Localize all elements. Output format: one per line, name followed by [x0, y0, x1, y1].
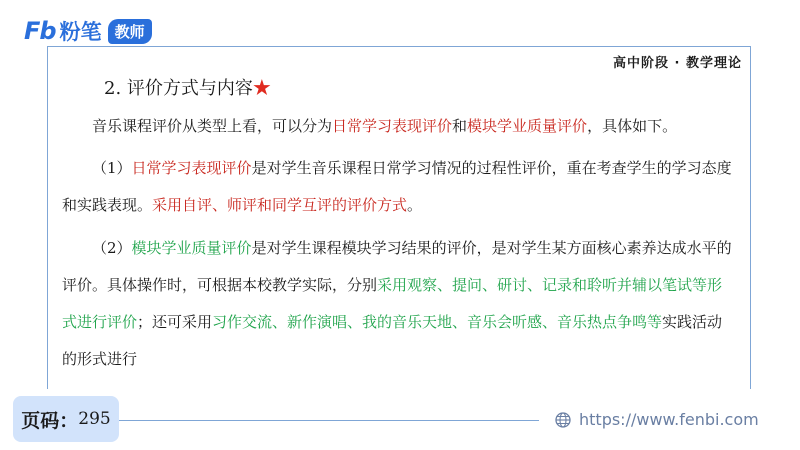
- p2-text-e: 。: [407, 196, 423, 214]
- globe-icon: [555, 412, 571, 428]
- p2-text-a: （1）: [92, 159, 132, 177]
- logo-brand: 粉笔: [59, 20, 102, 44]
- paragraph-2: [62, 150, 732, 224]
- stage-title: 高中阶段 · 教学理论: [613, 56, 742, 71]
- footer-divider: [119, 420, 539, 421]
- p3-highlight-1: 模块学业质量评价: [131, 239, 252, 257]
- page-number: 295: [78, 409, 111, 429]
- footer-url: [555, 410, 759, 429]
- p2-highlight-2: 采用自评、师评和同学互评的评价方式: [152, 196, 408, 214]
- logo-mark: Fb: [24, 17, 56, 45]
- p1-text-a: 音乐课程评价从类型上看，可以分为: [92, 117, 333, 135]
- p3-text-a: （2）: [92, 239, 132, 257]
- p2-highlight-1: 日常学习表现评价: [131, 159, 252, 177]
- p1-text-c: 和: [452, 117, 468, 135]
- p3-highlight-3: 习作交流、新作演唱、我的音乐天地、音乐会听感、音乐热点争鸣等: [212, 313, 663, 331]
- star-icon: ★: [252, 78, 271, 99]
- p1-highlight-2: 模块学业质量评价: [467, 117, 588, 135]
- section-heading: [104, 74, 271, 100]
- p1-text-e: ，具体如下。: [587, 117, 678, 135]
- heading-text: 2. 评价方式与内容: [104, 78, 253, 99]
- fenbi-logo: [24, 16, 152, 46]
- p3-text-g: 实践活动的形式进行: [62, 313, 723, 368]
- p3-text-c: 是对学生课程模块学习结果的评价，是对学生某方面核心素养达成水平的评价。具体操作时，可根据本校教学实际，分别: [62, 239, 732, 294]
- page-label: 页码：: [21, 409, 79, 432]
- paragraph-3: [62, 230, 732, 378]
- p3-text-e: ；还可采用: [137, 313, 213, 331]
- p1-highlight-1: 日常学习表现评价: [332, 117, 453, 135]
- paragraph-1: [62, 108, 732, 145]
- logo-badge: 教师: [108, 19, 152, 44]
- p2-text-c: 是对学生音乐课程日常学习情况的过程性评价，重在考查学生的学习态度和实践表现。: [62, 159, 732, 214]
- p3-highlight-2: 采用观察、提问、研讨、记录和聆听并辅以笔试等形式进行评价: [62, 276, 723, 331]
- url-text: https://www.fenbi.com: [579, 410, 759, 429]
- page-number-box: [13, 396, 119, 442]
